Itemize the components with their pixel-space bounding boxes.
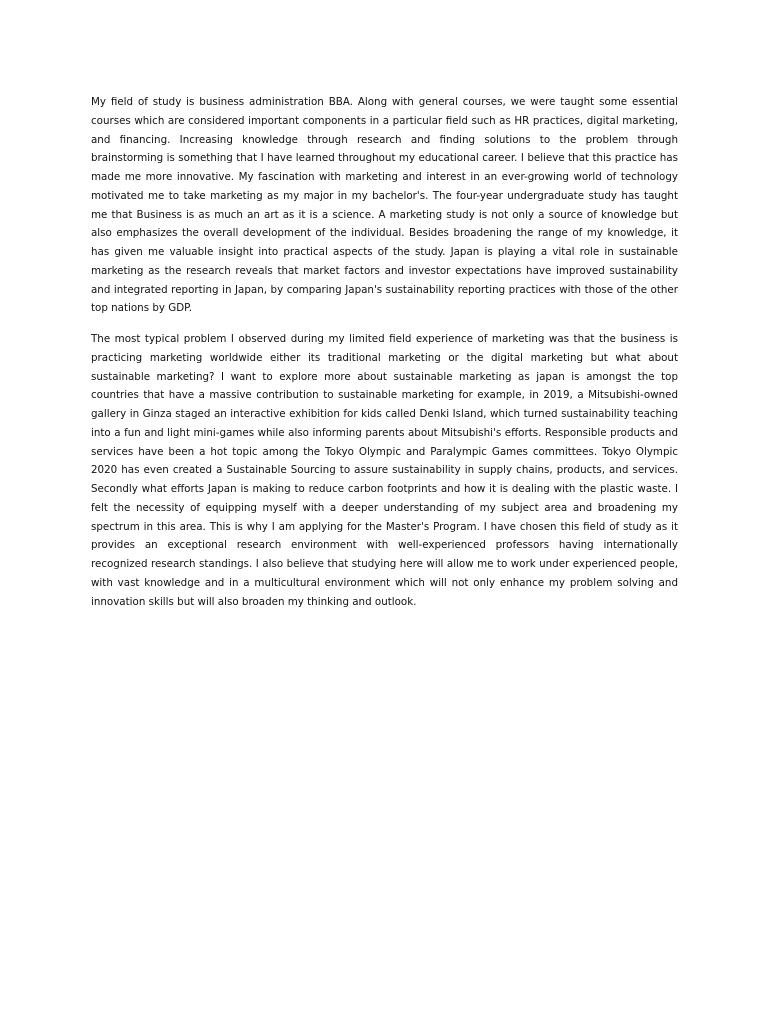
paragraph-2: The most typical problem I observed during my limited field experience of marketing was that the business is practicing marketing worldwide either its traditional marketing or the digital marketing but what about sustainable marketing? I want to explore more about sustainable marketing as japan is amongst the top countries that have a massive contribution to sustainable marketing for example, in 2019, a Mitsubishi-owned gallery in Ginza staged an interactive exhibition for kids called Denki Island, which turned sustainability teaching into a fun and light mini-games while also informing parents about Mitsubishi's efforts. Responsible products and services have been a hot topic among the Tokyo Olympic and Paralympic Games committees. Tokyo Olympic 2020 has even created a Sustainable Sourcing to assure sustainability in supply chains, products, and services. Secondly what efforts Japan is making to reduce carbon footprints and how it is dealing with the plastic waste. I felt the necessity of equipping myself with a deeper understanding of my subject area and broadening my spectrum in this area. This is why I am applying for the Master's Program. I have chosen this field of study as it provides an exceptional research environment with well-experienced professors having internationally recognized research standings. I also believe that studying here will allow me to work under experienced people, with vast knowledge and in a multicultural environment which will not only enhance my problem solving and innovation skills but will also broaden my thinking and outlook. [91,333,678,608]
paragraph-1: My field of study is business administration BBA. Along with general courses, we were taught some essential courses which are considered important components in a particular field such as HR practices, digital marketing, and financing. Increasing knowledge through research and finding solutions to the problem through brainstorming is something that I have learned throughout my educational career. I believe that this practice has made me more innovative. My fascination with marketing and interest in an ever-growing world of technology motivated me to take marketing as my major in my bachelor's. The four-year undergraduate study has taught me that Business is as much an art as it is a science. A marketing study is not only a source of knowledge but also emphasizes the overall development of the individual. Besides broadening the range of my knowledge, it has given me valuable insight into practical aspects of the study. Japan is playing a vital role in sustainable marketing as the research reveals that market factors and investor expectations have improved sustainability and integrated reporting in Japan, by comparing Japan's sustainability reporting practices with those of the other top nations by GDP. [91,96,678,315]
document-body [91,93,678,623]
